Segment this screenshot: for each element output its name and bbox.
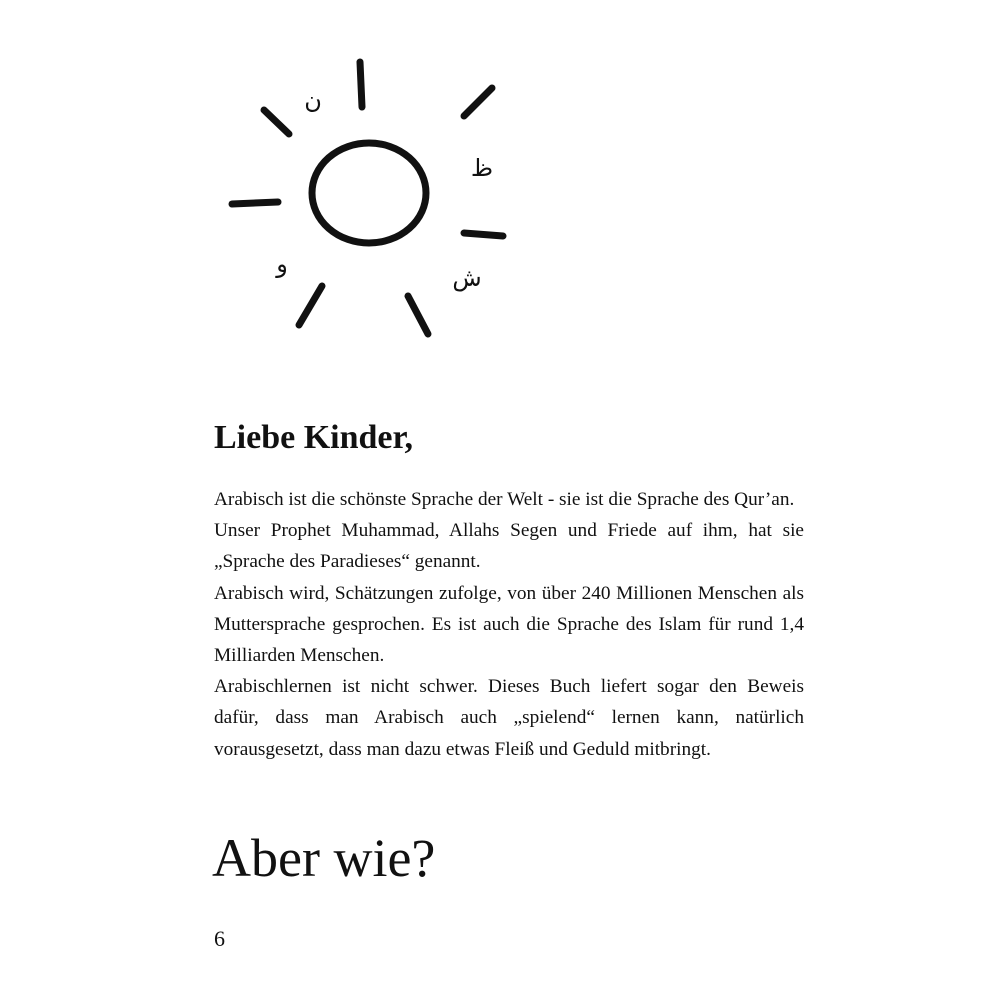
intro-text bbox=[214, 484, 804, 765]
question-heading: Aber wie? bbox=[212, 828, 436, 888]
sun-ray bbox=[408, 296, 428, 334]
sun-drawing bbox=[220, 50, 520, 350]
sun-circle bbox=[312, 143, 426, 243]
sun-ray bbox=[264, 110, 289, 134]
arabic-letter-sheen: ش bbox=[452, 264, 482, 292]
arabic-letter-nun: ن bbox=[304, 86, 322, 114]
sun-ray bbox=[232, 202, 278, 204]
greeting-heading: Liebe Kinder, bbox=[214, 419, 413, 456]
sun-ray bbox=[360, 62, 362, 107]
arabic-letter-zah: ظ bbox=[470, 154, 494, 182]
arabic-letter-waw: و bbox=[276, 250, 288, 278]
paragraph: Arabischlernen ist nicht schwer. Dieses Buch liefert sogar den Beweis dafür, dass man Arabisch auch „spielend“ lernen kann, natürlich vorausgesetzt, dass man dazu etwas Fleiß und Geduld mitbringt. bbox=[214, 676, 804, 760]
sun-ray bbox=[464, 233, 503, 236]
sun-ray bbox=[299, 286, 322, 325]
sun-ray bbox=[464, 88, 492, 116]
paragraph: Arabisch wird, Schätzungen zufolge, von über 240 Millionen Menschen als Muttersprache gesprochen. Es ist auch die Sprache des Islam für rund 1,4 Milliarden Menschen. bbox=[214, 582, 804, 667]
page-number: 6 bbox=[214, 926, 225, 951]
paragraph: Arabisch ist die schönste Sprache der Welt - sie ist die Sprache des Qur’an. bbox=[214, 489, 795, 510]
sun-illustration bbox=[220, 50, 520, 350]
paragraph: Unser Prophet Muhammad, Allahs Segen und Friede auf ihm, hat sie „Sprache des Paradieses“ genannt. bbox=[214, 520, 804, 573]
